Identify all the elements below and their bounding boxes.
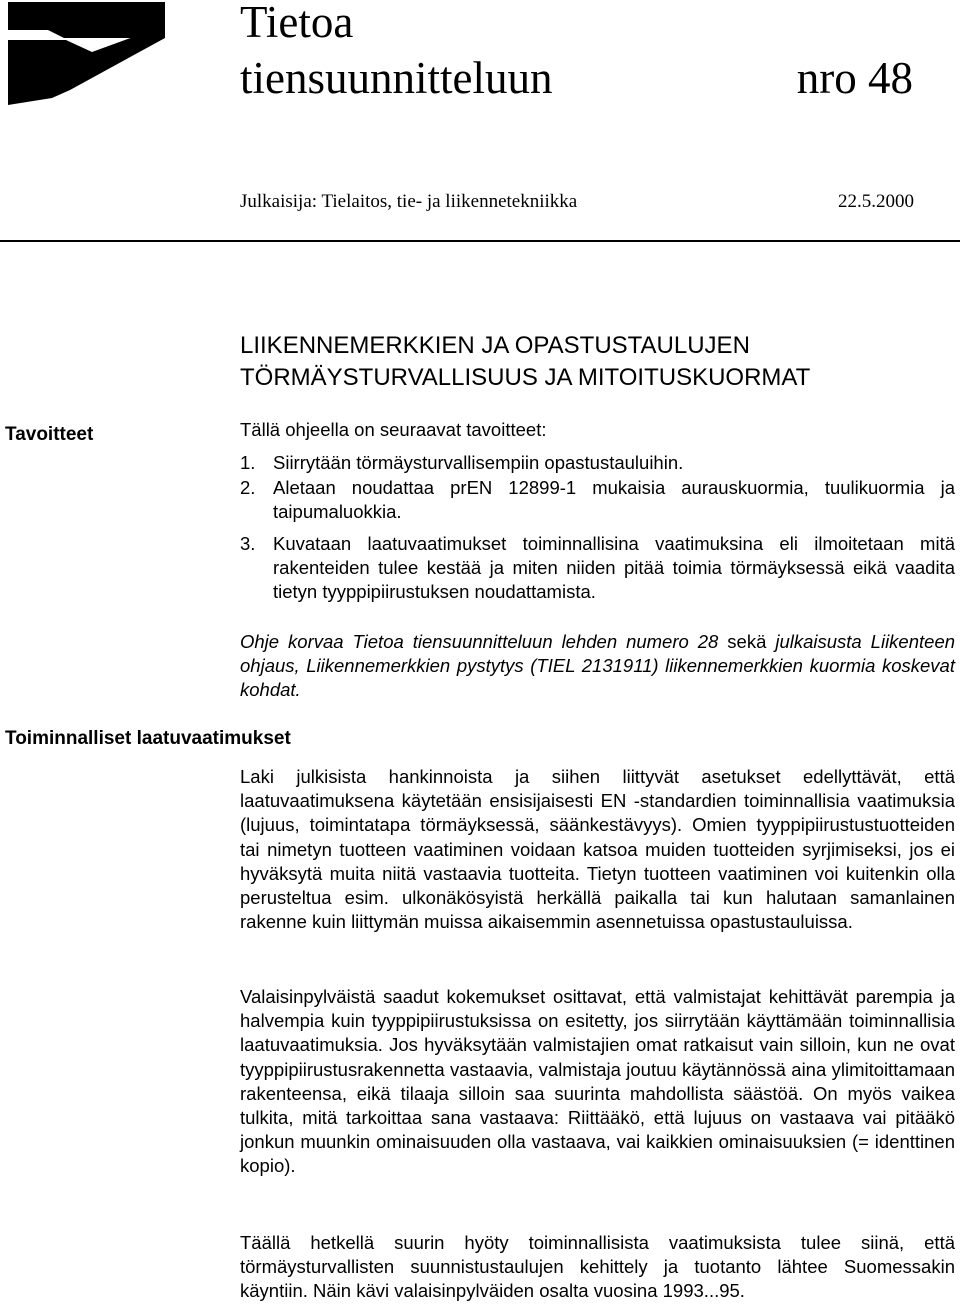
header-divider (0, 240, 960, 242)
body-paragraph: Valaisinpylväistä saadut kokemukset osittavat, että valmistajat kehittävät parempia ja halvempia kuin tyyppipiirustuksissa on esitetty, jos siirrytään käyttämään toiminnallisia laatuvaatimuksia. Jos hyväksytään valmistajien omat ratkaisut vain silloin, kun ne ovat tyyppipiirustusrakennetta vastaavia, valmistaja joutuu käytännössä aina ylimitoittamaan rakenteensa, eikä tilaaja silloin saa suurinta mahdollista säästöä. On myös vaikea tulkita, mitä tarkoittaa sana vastaava: Riittääkö, että lujuus on vastaava vai pitääkö jonkun muunkin ominaisuuden olla vastaava, vai kaikkien ominaisuuksien (= identtinen kopio). (240, 986, 955, 1177)
note-part3: julkaisusta Liikenteen ohjaus, Liikennemerkkien pystytys (TIEL 2131911) liikennemerkkien kuormia koskevat kohdat. (240, 631, 956, 701)
logo-lower-shape (8, 28, 165, 105)
goal-text: Aletaan noudattaa prEN 12899-1 mukaisia aurauskuormia, tuulikuormia ja taipumaluokkia. (273, 477, 955, 523)
issue-number: nro 48 (796, 53, 913, 103)
goals-intro: Tällä ohjeella on seuraavat tavoitteet: (240, 419, 547, 440)
document-heading-line2: TÖRMÄYSTURVALLISUUS JA MITOITUSKUORMAT (240, 364, 811, 391)
goal-number: 2. (240, 477, 256, 498)
note-part2: sekä (718, 631, 776, 652)
body-paragraph: Täällä hetkellä suurin hyöty toiminnallisista vaatimuksista tulee siinä, että törmäysturvallisten suunnistustaulujen kehittely ja tuotanto lähtee Suomessakin käyntiin. Näin kävi valaisinpylväiden osalta vuosina 1993...95. (240, 1232, 955, 1302)
publication-date: 22.5.2000 (838, 191, 914, 212)
publication-title-line1: Tietoa (240, 0, 354, 47)
goal-text: Siirrytään törmäysturvallisempiin opastustauluihin. (273, 452, 684, 473)
document-heading-line1: LIIKENNEMERKKIEN JA OPASTUSTAULUJEN (240, 332, 750, 359)
goal-number: 3. (240, 533, 256, 554)
body-paragraph: Laki julkisista hankinnoista ja siihen liittyvät asetukset edellyttävät, että laatuvaatimuksena käytetään ensisijaisesti EN -standardien toiminnallisia vaatimuksia (lujuus, toimintatapa törmäyksessä, säänkestävyys). Omien tyyppipiirustustuotteiden tai nimetyn tuotteen vaatiminen voidaan katsoa muiden tuotteiden syrjimiseksi, jos ei hyväksytä muita niitä vastaavia tuotteita. Tietyn tuotteen vaatiminen voi kuitenkin olla perusteltua esim. ulkonäkösyistä herkällä paikalla tai kun halutaan samanlainen rakenne kuin liittymän muissa aikaisemmin asennetuissa opastustauluissa. (240, 766, 955, 933)
replacement-note (240, 630, 955, 703)
publication-title-line2: tiensuunnitteluun (240, 53, 553, 103)
goal-item (240, 476, 955, 526)
publisher-logo (8, 2, 165, 105)
goal-item (240, 532, 955, 607)
goal-text: Kuvataan laatuvaatimukset toiminnallisina vaatimuksina eli ilmoitetaan mitä rakenteiden tulee kestää ja miten niiden pitää toimia törmäyksessä eikä vaadita tietyn tyyppipiirustuksen noudattamista. (273, 533, 955, 603)
section-label-tavoitteet: Tavoitteet (5, 424, 94, 445)
section-label-toiminnalliset: Toiminnalliset laatuvaatimukset (5, 728, 291, 749)
note-part1: Ohje korvaa Tietoa tiensuunnitteluun lehden numero 28 (240, 631, 719, 652)
goal-item (240, 451, 955, 476)
publisher-line: Julkaisija: Tielaitos, tie- ja liikennetekniikka (240, 191, 578, 212)
goal-number: 1. (240, 452, 256, 473)
logo-upper-shape (8, 2, 165, 38)
